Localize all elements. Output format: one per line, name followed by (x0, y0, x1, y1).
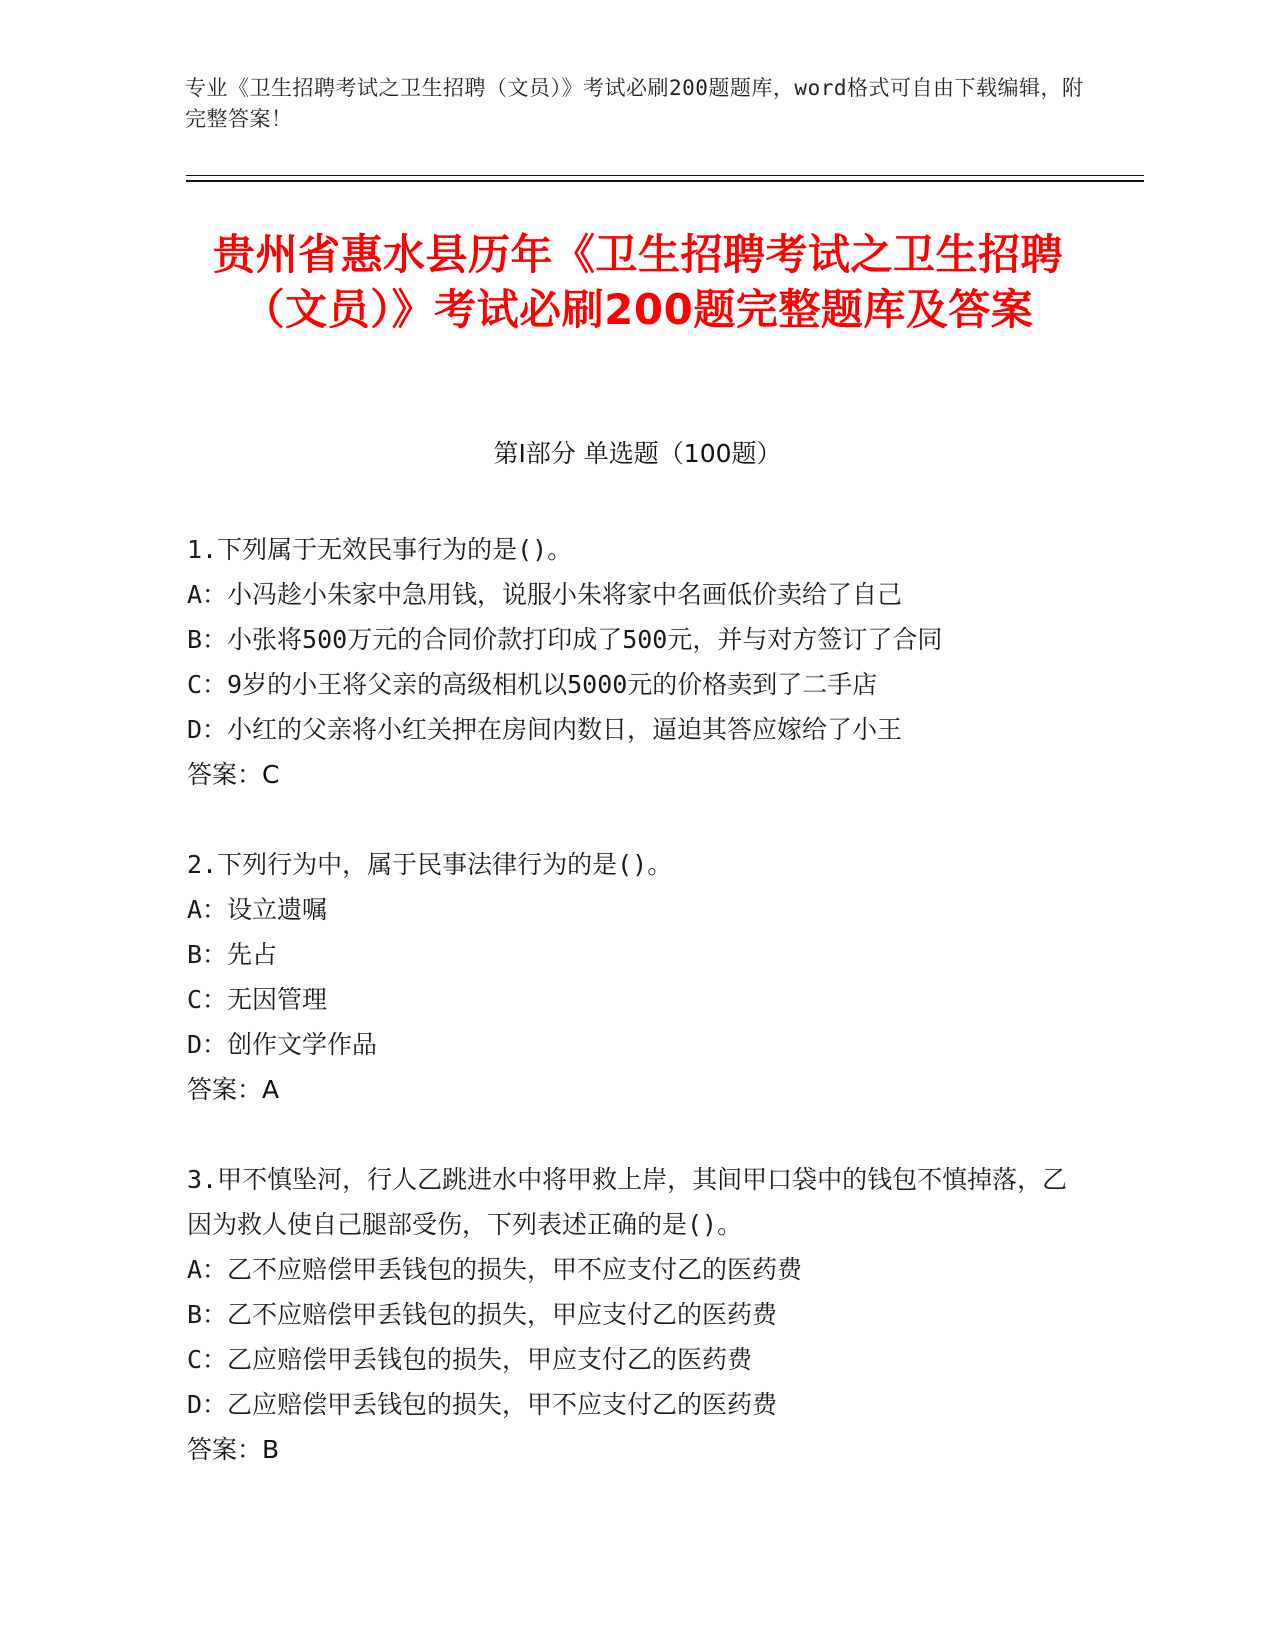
question-stem: 3.甲不慎坠河，行人乙跳进水中将甲救上岸，其间甲口袋中的钱包不慎掉落，乙因为救人使自己腿部受伤，下列表述正确的是()。 (187, 1165, 1068, 1239)
question-list (187, 527, 1087, 1517)
question-stem: 1.下列属于无效民事行为的是()。 (187, 535, 573, 564)
answer-line: 答案：C (187, 760, 280, 789)
header-divider-thin (186, 175, 1144, 176)
question-stem: 2.下列行为中，属于民事法律行为的是()。 (187, 850, 673, 879)
option-d: D：小红的父亲将小红关押在房间内数日，逼迫其答应嫁给了小王 (187, 715, 903, 744)
option-c: C：9岁的小王将父亲的高级相机以5000元的价格卖到了二手店 (187, 670, 878, 699)
option-b: B：小张将500万元的合同价款打印成了500元，并与对方签订了合同 (187, 625, 943, 654)
option-c: C：无因管理 (187, 985, 328, 1014)
question-2 (187, 842, 1087, 1112)
option-b: B：先占 (187, 940, 278, 969)
option-b: B：乙不应赔偿甲丢钱包的损失，甲应支付乙的医药费 (187, 1300, 778, 1329)
option-a: A：设立遗嘱 (187, 895, 328, 924)
option-a: A：乙不应赔偿甲丢钱包的损失，甲不应支付乙的医药费 (187, 1255, 803, 1284)
question-1 (187, 527, 1087, 797)
document-title: 贵州省惠水县历年《卫生招聘考试之卫生招聘（文员）》考试必刷200题完整题库及答案 (212, 230, 1063, 334)
header-note: 专业《卫生招聘考试之卫生招聘（文员）》考试必刷200题题库，word格式可自由下载编辑，附完整答案！ (185, 76, 1084, 131)
option-d: D：创作文学作品 (187, 1030, 378, 1059)
option-c: C：乙应赔偿甲丢钱包的损失，甲应支付乙的医药费 (187, 1345, 753, 1374)
question-3 (187, 1157, 1087, 1472)
answer-line: 答案：A (187, 1075, 280, 1104)
answer-line: 答案：B (187, 1435, 280, 1464)
header-divider-thick (186, 180, 1144, 182)
option-d: D：乙应赔偿甲丢钱包的损失，甲不应支付乙的医药费 (187, 1390, 778, 1419)
option-a: A：小冯趁小朱家中急用钱，说服小朱将家中名画低价卖给了自己 (187, 580, 903, 609)
section-heading: 第I部分 单选题（100题） (493, 439, 782, 468)
